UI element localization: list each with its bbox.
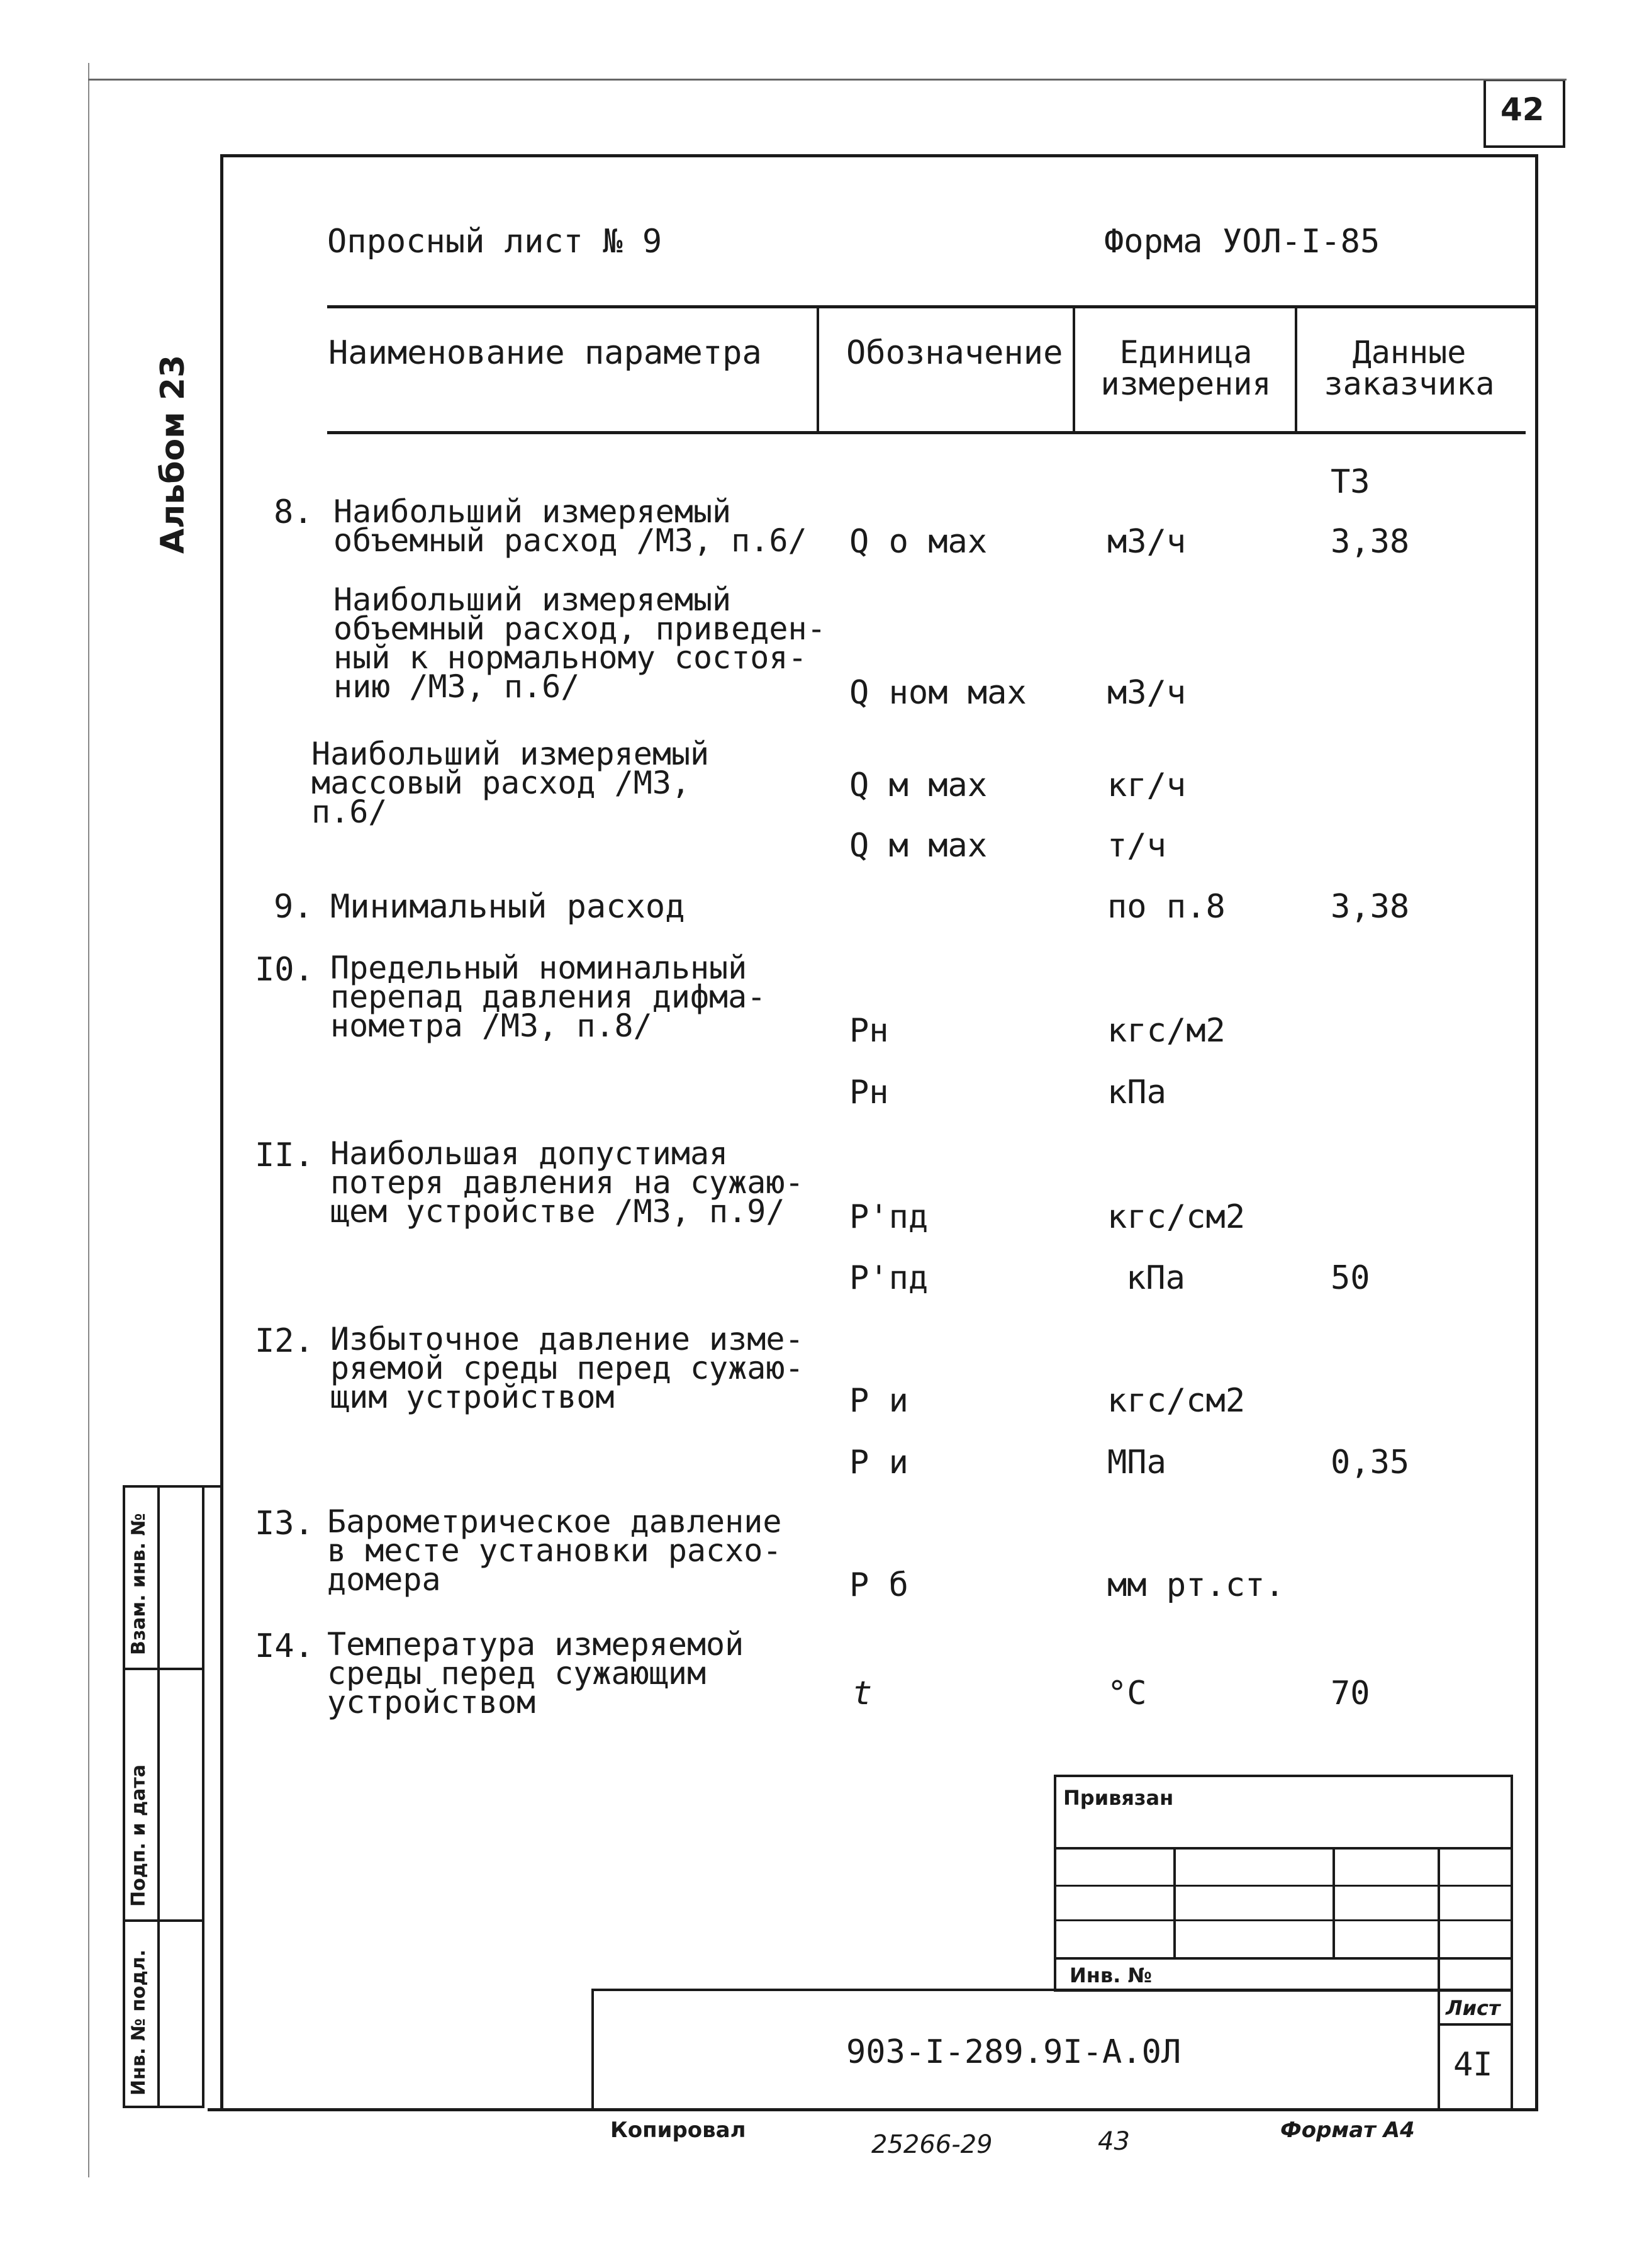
parameter-name: Барометрическое давление в месте установки расхо- домера (327, 1503, 782, 1598)
unit-cell: мм рт.ст. (1107, 1566, 1285, 1604)
value-cell: ТЗ (1331, 463, 1370, 501)
document-code: 903-I-289.9I-А.0Л (846, 2033, 1182, 2071)
stamp-replacement-inventory: Взам. инв. № (128, 1513, 150, 1655)
row-number: 8. (274, 493, 313, 531)
parameter-name: Наибольшая допустимая потеря давления на сужаю- щем устройстве /М3, п.9/ (330, 1135, 804, 1230)
row-number: I3. (255, 1505, 314, 1542)
stamp-signature-date: Подп. и дата (128, 1764, 150, 1907)
linked-grid-v1 (1173, 1847, 1176, 1957)
col-header-customer: Данные заказчика (1324, 334, 1495, 402)
album-label: Альбом 23 (154, 354, 192, 554)
left-stamp-connector (204, 1485, 223, 1488)
symbol-cell: Рн (849, 1012, 889, 1050)
unit-cell: кгс/см2 (1107, 1198, 1246, 1236)
inventory-label: Инв. № (1070, 1963, 1152, 1987)
linked-grid-v3 (1438, 1847, 1440, 1992)
value-cell: 3,38 (1331, 888, 1410, 926)
unit-cell: по п.8 (1107, 888, 1226, 926)
symbol-cell: Р б (849, 1566, 908, 1604)
col-header-symbol: Обозначение (846, 334, 1063, 372)
corner-top-line (88, 79, 1567, 81)
symbol-cell: Р'пд (849, 1198, 929, 1236)
linked-label: Привязан (1063, 1786, 1174, 1810)
col-divider-3 (1295, 305, 1297, 434)
row-number: I0. (255, 951, 314, 989)
sheet-divider (1438, 1989, 1440, 2111)
left-stamp-row-2 (123, 1919, 204, 1922)
unit-cell: кгс/см2 (1107, 1382, 1246, 1420)
parameter-name: Предельный номинальный перепад давления дифма- нометра /М3, п.8/ (330, 950, 766, 1044)
unit-cell: м3/ч (1107, 523, 1187, 561)
unit-cell: кгс/м2 (1107, 1012, 1226, 1050)
format-label: Формат А4 (1280, 2118, 1415, 2143)
value-cell: 70 (1331, 1675, 1370, 1712)
col-header-name: Наименование параметра (328, 334, 762, 372)
sheet-number: 4I (1453, 2046, 1493, 2084)
frame-top-line (220, 154, 1538, 157)
parameter-name: Наибольший измеряемый объемный расход, приведен- ный к нормальному состоя- нию /М3, п.6/ (333, 581, 826, 705)
row-number: II. (255, 1137, 314, 1174)
frame-right-line (1535, 154, 1538, 2111)
symbol-cell: Р'пд (849, 1259, 929, 1297)
symbol-cell: Q м мах (849, 766, 988, 804)
symbol-cell: Рн (849, 1074, 889, 1111)
row-number: I2. (255, 1322, 314, 1360)
symbol-cell: Q о мах (849, 523, 988, 561)
symbol-cell: Р и (849, 1444, 908, 1481)
linked-grid-v2 (1333, 1847, 1335, 1957)
symbol-cell: t (852, 1675, 873, 1712)
form-code: Форма УОЛ-I-85 (1104, 223, 1380, 261)
parameter-name: Наибольший измеряемый объемный расход /М3, п.6/ (333, 493, 807, 559)
parameter-name: Наибольший измеряемый массовый расход /М3, п.6/ (311, 736, 710, 830)
col-header-unit: Единица измерения (1100, 334, 1271, 402)
copied-label: Копировал (610, 2118, 746, 2143)
value-cell: 50 (1331, 1259, 1370, 1297)
left-stamp-divider (157, 1485, 160, 2108)
stamp-original-inventory: Инв. № подл. (128, 1949, 150, 2096)
parameter-name: Минимальный расход (330, 888, 685, 926)
unit-cell: кг/ч (1107, 766, 1187, 804)
left-stamp-row-1 (123, 1668, 204, 1670)
linked-grid-h1 (1054, 1847, 1513, 1850)
corner-number: 42 (1500, 91, 1545, 128)
row-number: 9. (274, 888, 313, 926)
row-number: I4. (255, 1627, 314, 1665)
linked-grid-h4 (1054, 1957, 1513, 1960)
unit-cell: МПа (1107, 1444, 1166, 1481)
copy-number: 25266-29 (871, 2130, 993, 2159)
unit-cell: кПа (1107, 1074, 1166, 1111)
frame-left-line (220, 154, 223, 2108)
unit-cell: м3/ч (1107, 674, 1187, 712)
table-top-rule (327, 305, 1538, 308)
symbol-cell: Q ном мах (849, 674, 1027, 712)
symbol-cell: Q м мах (849, 827, 988, 865)
parameter-name: Температура измеряемой среды перед сужающим устройством (327, 1626, 744, 1721)
unit-cell: т/ч (1107, 827, 1166, 865)
parameter-name: Избыточное давление изме- ряемой среды перед сужаю- щим устройством (330, 1321, 804, 1415)
table-header-bottom-rule (327, 431, 1526, 434)
sheet-label: Лист (1446, 1996, 1500, 2020)
value-cell: 3,38 (1331, 523, 1410, 561)
unit-cell: кПа (1126, 1259, 1185, 1297)
form-title: Опросный лист № 9 (327, 223, 662, 261)
copy-count: 43 (1098, 2127, 1130, 2156)
col-divider-1 (817, 305, 819, 434)
value-cell: 0,35 (1331, 1444, 1410, 1481)
sheet-label-line (1438, 2023, 1513, 2026)
col-divider-2 (1073, 305, 1075, 434)
linked-grid-h2 (1054, 1885, 1513, 1887)
binding-line (88, 63, 89, 2177)
unit-cell: °С (1107, 1675, 1147, 1712)
linked-grid-h3 (1054, 1919, 1513, 1921)
symbol-cell: Р и (849, 1382, 908, 1420)
